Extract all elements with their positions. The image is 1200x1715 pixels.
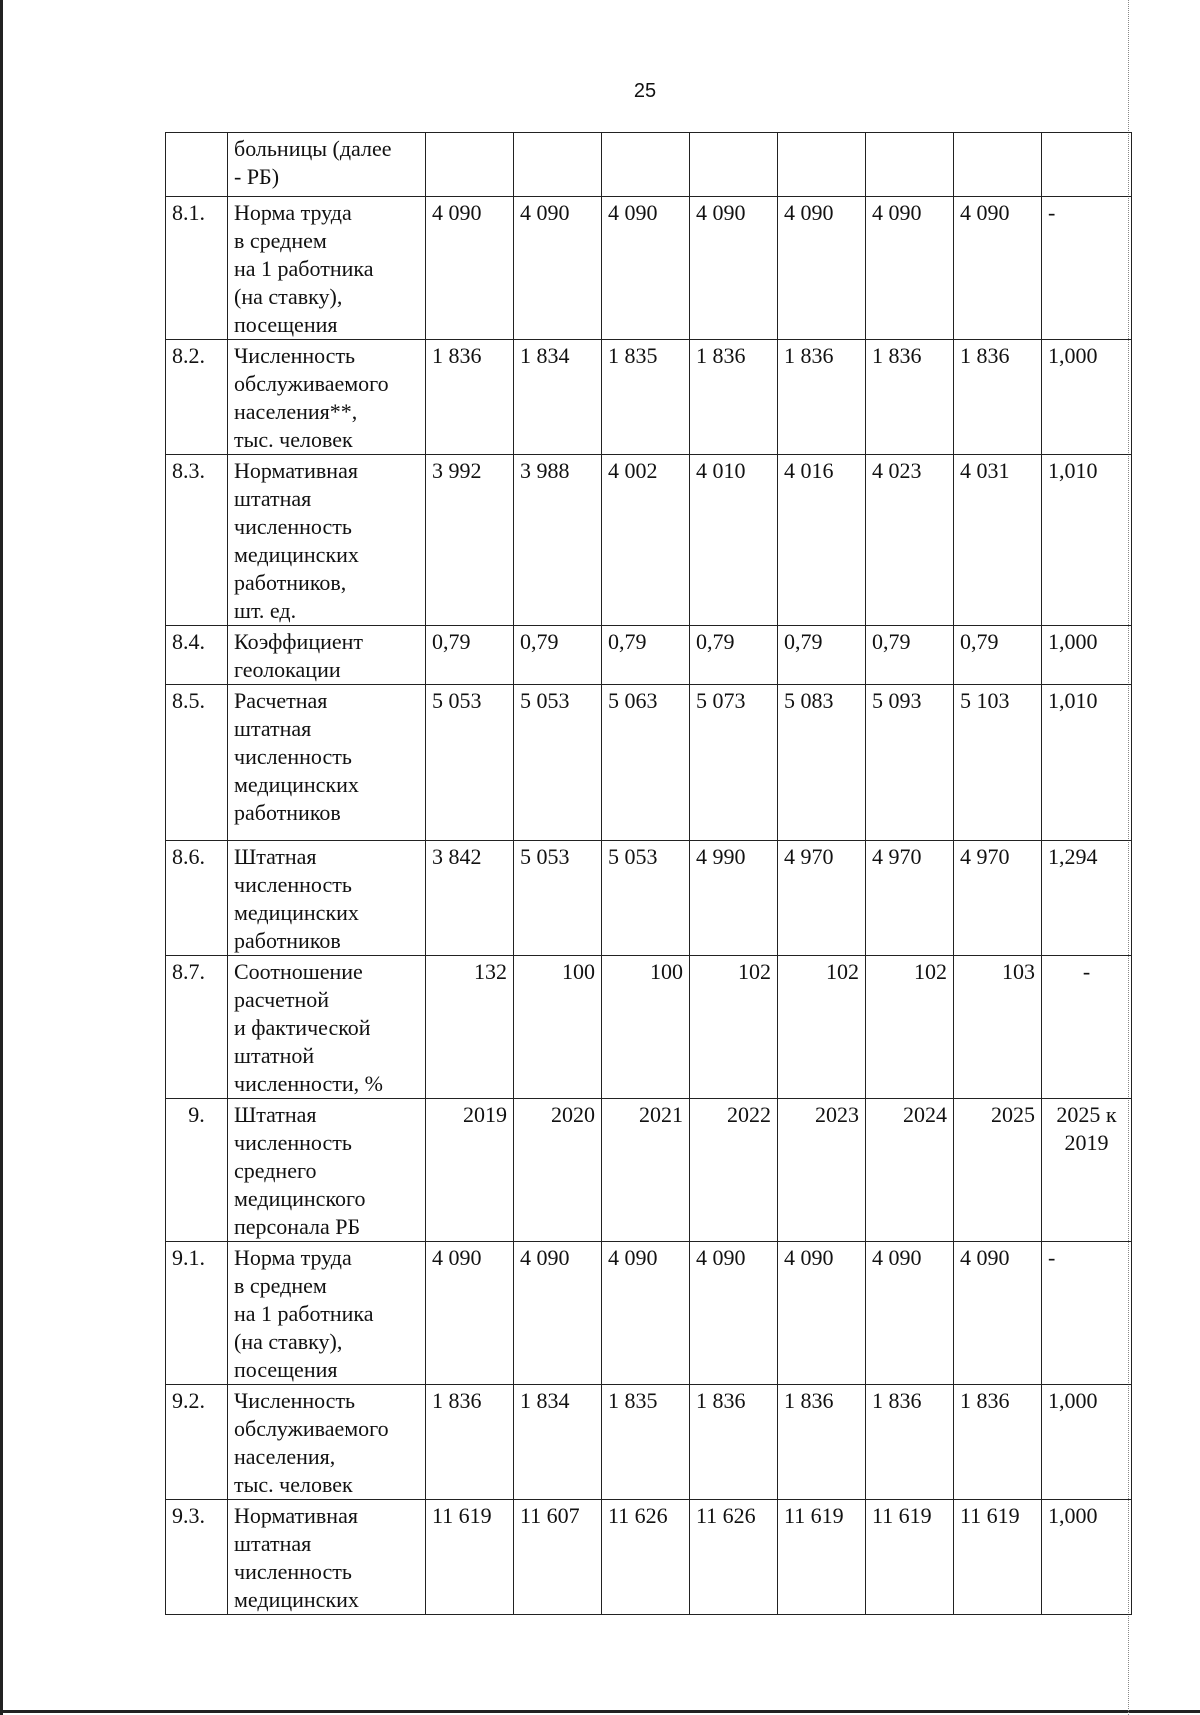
value-cell-2022: 4 090 <box>690 1242 778 1385</box>
table-row <box>166 841 1132 956</box>
value-cell-ratio: 1,010 <box>1042 455 1132 626</box>
value-cell-2019: 1 836 <box>426 1385 514 1500</box>
value-cell-ratio: - <box>1042 197 1132 340</box>
value-cell-2025 <box>954 133 1042 197</box>
row-label: Расчетная штатная численность медицинских работников <box>228 685 426 841</box>
value-cell-2022 <box>690 133 778 197</box>
value-cell-2019: 3 992 <box>426 455 514 626</box>
value-cell-2021: 5 053 <box>602 841 690 956</box>
table-row <box>166 956 1132 1099</box>
header-year-2023: 2023 <box>778 1099 866 1242</box>
value-cell-2020: 3 988 <box>514 455 602 626</box>
value-cell-2019: 4 090 <box>426 1242 514 1385</box>
page-bottom-border <box>0 1710 1200 1713</box>
value-cell-ratio: 1,000 <box>1042 1500 1132 1615</box>
row-number: 8.7. <box>166 956 228 1099</box>
value-cell-2022: 102 <box>690 956 778 1099</box>
value-cell-2021: 4 090 <box>602 197 690 340</box>
value-cell-2020: 1 834 <box>514 1385 602 1500</box>
table-row <box>166 685 1132 841</box>
value-cell-2019: 3 842 <box>426 841 514 956</box>
value-cell-2023: 4 016 <box>778 455 866 626</box>
row-label: Численность обслуживаемого населения**, тыс. человек <box>228 340 426 455</box>
value-cell-2025: 0,79 <box>954 626 1042 685</box>
value-cell-2024: 102 <box>866 956 954 1099</box>
value-cell-2019: 0,79 <box>426 626 514 685</box>
value-cell-2024: 1 836 <box>866 340 954 455</box>
row-label: Численность обслуживаемого населения, тыс. человек <box>228 1385 426 1500</box>
value-cell-ratio: 1,294 <box>1042 841 1132 956</box>
row-number: 8.4. <box>166 626 228 685</box>
value-cell-2023: 1 836 <box>778 340 866 455</box>
value-cell-2025: 103 <box>954 956 1042 1099</box>
value-cell-2020: 5 053 <box>514 841 602 956</box>
value-cell-ratio <box>1042 133 1132 197</box>
value-cell-ratio: - <box>1042 956 1132 1099</box>
value-cell-2021: 4 090 <box>602 1242 690 1385</box>
value-cell-2021: 11 626 <box>602 1500 690 1615</box>
value-cell-2023: 4 970 <box>778 841 866 956</box>
table-row <box>166 1099 1132 1242</box>
value-cell-2025: 11 619 <box>954 1500 1042 1615</box>
value-cell-2022: 4 010 <box>690 455 778 626</box>
value-cell-ratio: 1,010 <box>1042 685 1132 841</box>
value-cell-2025: 4 031 <box>954 455 1042 626</box>
value-cell-2023: 0,79 <box>778 626 866 685</box>
value-cell-2023: 1 836 <box>778 1385 866 1500</box>
value-cell-2020: 1 834 <box>514 340 602 455</box>
row-label: Штатная численность медицинских работников <box>228 841 426 956</box>
value-cell-2024: 1 836 <box>866 1385 954 1500</box>
value-cell-2022: 0,79 <box>690 626 778 685</box>
value-cell-2021: 1 835 <box>602 1385 690 1500</box>
row-label: Нормативная штатная численность медицинских работников, шт. ед. <box>228 455 426 626</box>
row-label: Соотношение расчетной и фактической штатной численности, % <box>228 956 426 1099</box>
row-number: 8.6. <box>166 841 228 956</box>
value-cell-2024: 4 023 <box>866 455 954 626</box>
value-cell-2019: 11 619 <box>426 1500 514 1615</box>
header-year-2022: 2022 <box>690 1099 778 1242</box>
row-label: Норма труда в среднем на 1 работника (на ставку), посещения <box>228 197 426 340</box>
value-cell-2025: 1 836 <box>954 340 1042 455</box>
value-cell-2023 <box>778 133 866 197</box>
header-year-2019: 2019 <box>426 1099 514 1242</box>
row-number: 9.3. <box>166 1500 228 1615</box>
value-cell-2024: 4 090 <box>866 197 954 340</box>
row-label: Штатная численность среднего медицинского персонала РБ <box>228 1099 426 1242</box>
table-row <box>166 455 1132 626</box>
value-cell-2020: 4 090 <box>514 197 602 340</box>
value-cell-2022: 1 836 <box>690 1385 778 1500</box>
header-year-2021: 2021 <box>602 1099 690 1242</box>
value-cell-2024: 5 093 <box>866 685 954 841</box>
value-cell-2025: 4 090 <box>954 1242 1042 1385</box>
header-ratio: 2025 к 2019 <box>1042 1099 1132 1242</box>
value-cell-2022: 1 836 <box>690 340 778 455</box>
value-cell-2020 <box>514 133 602 197</box>
value-cell-2022: 11 626 <box>690 1500 778 1615</box>
data-table <box>165 132 1132 1615</box>
value-cell-2023: 11 619 <box>778 1500 866 1615</box>
row-number: 8.3. <box>166 455 228 626</box>
value-cell-2022: 5 073 <box>690 685 778 841</box>
value-cell-2019: 1 836 <box>426 340 514 455</box>
row-label: Коэффициент геолокации <box>228 626 426 685</box>
value-cell-2023: 5 083 <box>778 685 866 841</box>
row-label: больницы (далее - РБ) <box>228 133 426 197</box>
value-cell-2024 <box>866 133 954 197</box>
value-cell-2021: 100 <box>602 956 690 1099</box>
value-cell-2020: 4 090 <box>514 1242 602 1385</box>
value-cell-2021 <box>602 133 690 197</box>
value-cell-2020: 100 <box>514 956 602 1099</box>
row-number: 9.2. <box>166 1385 228 1500</box>
value-cell-2024: 0,79 <box>866 626 954 685</box>
table-row <box>166 1385 1132 1500</box>
table-row <box>166 1242 1132 1385</box>
value-cell-2021: 5 063 <box>602 685 690 841</box>
value-cell-2025: 4 090 <box>954 197 1042 340</box>
value-cell-2024: 4 970 <box>866 841 954 956</box>
value-cell-2021: 1 835 <box>602 340 690 455</box>
value-cell-ratio: 1,000 <box>1042 626 1132 685</box>
page-left-border <box>0 0 3 1715</box>
value-cell-2020: 5 053 <box>514 685 602 841</box>
value-cell-ratio: 1,000 <box>1042 1385 1132 1500</box>
header-year-2025: 2025 <box>954 1099 1042 1242</box>
value-cell-2023: 4 090 <box>778 197 866 340</box>
table-row <box>166 1500 1132 1615</box>
row-number: 8.5. <box>166 685 228 841</box>
value-cell-2021: 4 002 <box>602 455 690 626</box>
header-year-2024: 2024 <box>866 1099 954 1242</box>
row-label: Нормативная штатная численность медицинских <box>228 1500 426 1615</box>
row-number: 8.2. <box>166 340 228 455</box>
header-year-2020: 2020 <box>514 1099 602 1242</box>
value-cell-2025: 4 970 <box>954 841 1042 956</box>
value-cell-2022: 4 090 <box>690 197 778 340</box>
value-cell-ratio: 1,000 <box>1042 340 1132 455</box>
value-cell-2023: 4 090 <box>778 1242 866 1385</box>
row-number <box>166 133 228 197</box>
table-row <box>166 197 1132 340</box>
row-label: Норма труда в среднем на 1 работника (на ставку), посещения <box>228 1242 426 1385</box>
value-cell-2019: 5 053 <box>426 685 514 841</box>
row-number: 8.1. <box>166 197 228 340</box>
table-row <box>166 340 1132 455</box>
value-cell-2025: 1 836 <box>954 1385 1042 1500</box>
value-cell-2024: 11 619 <box>866 1500 954 1615</box>
row-number: 9. <box>166 1099 228 1242</box>
value-cell-2021: 0,79 <box>602 626 690 685</box>
value-cell-2020: 0,79 <box>514 626 602 685</box>
page-number: 25 <box>633 80 657 102</box>
value-cell-2019 <box>426 133 514 197</box>
value-cell-2024: 4 090 <box>866 1242 954 1385</box>
value-cell-ratio: - <box>1042 1242 1132 1385</box>
row-number: 9.1. <box>166 1242 228 1385</box>
value-cell-2025: 5 103 <box>954 685 1042 841</box>
value-cell-2023: 102 <box>778 956 866 1099</box>
table-row <box>166 133 1132 197</box>
value-cell-2022: 4 990 <box>690 841 778 956</box>
value-cell-2019: 4 090 <box>426 197 514 340</box>
value-cell-2019: 132 <box>426 956 514 1099</box>
table-row <box>166 626 1132 685</box>
value-cell-2020: 11 607 <box>514 1500 602 1615</box>
